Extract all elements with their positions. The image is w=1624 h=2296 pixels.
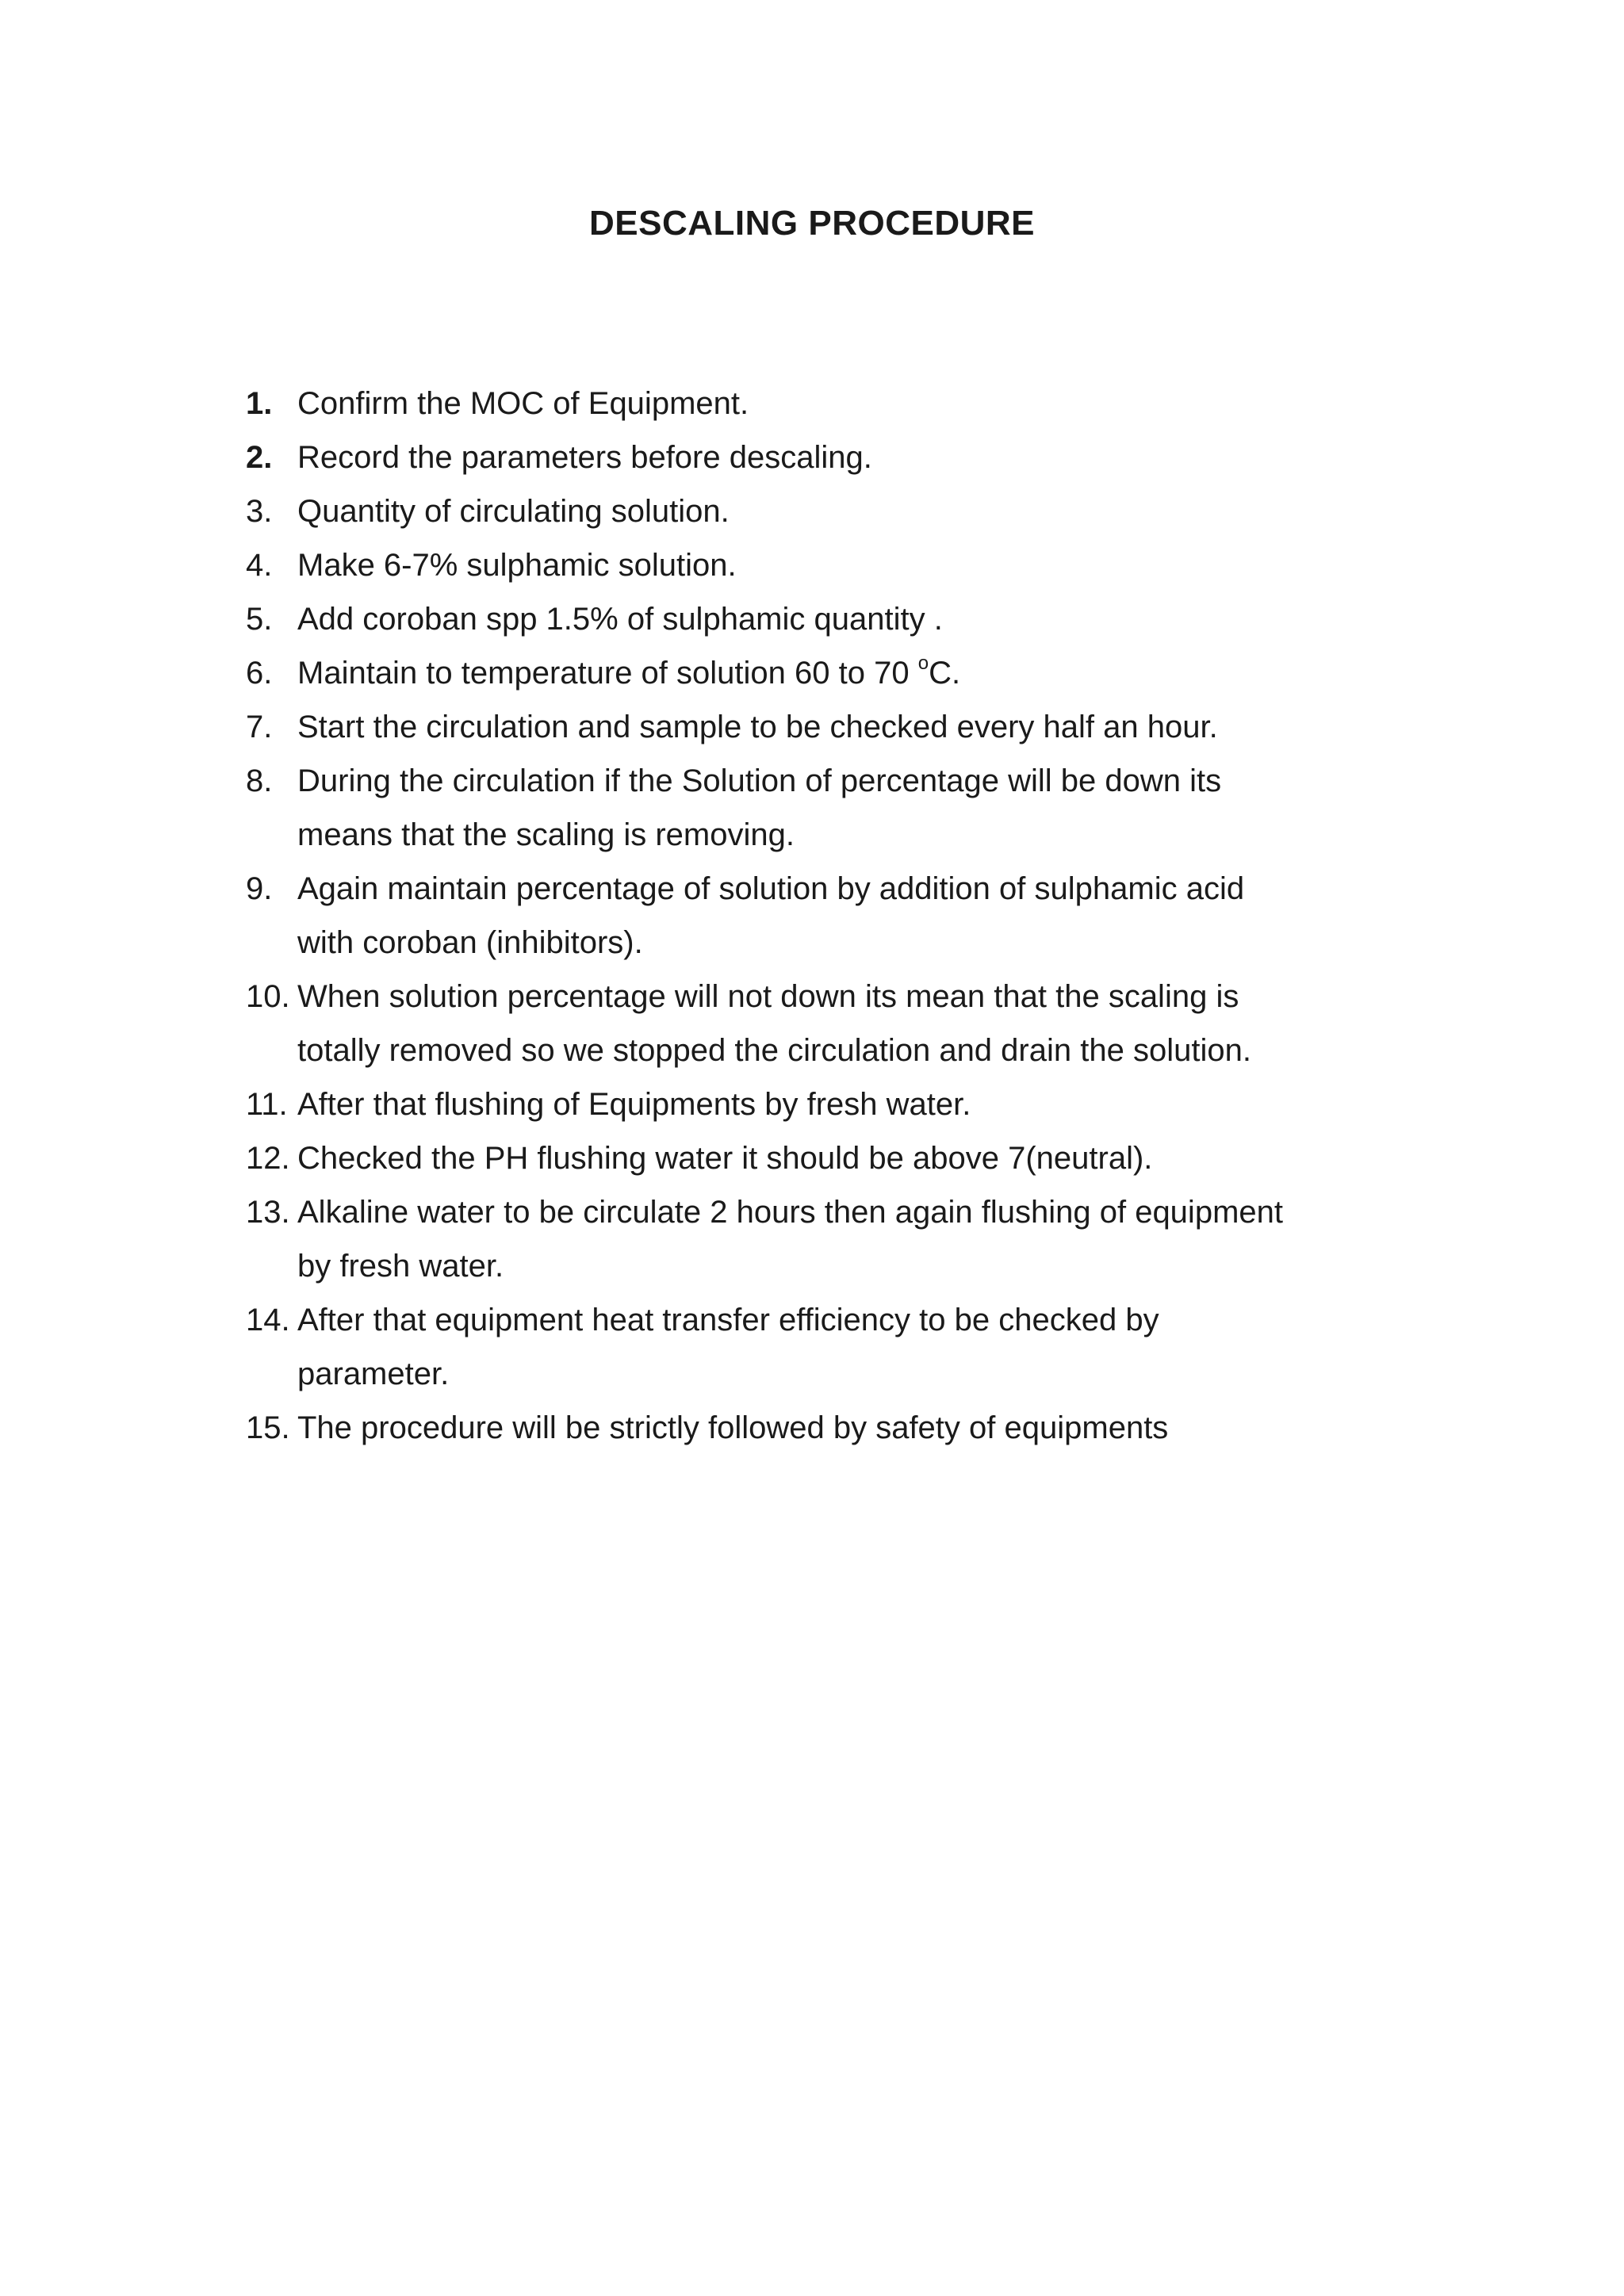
step-number: 7. (246, 710, 273, 744)
degree-superscript: o (917, 652, 929, 674)
step-item-4 (246, 538, 1435, 592)
step-text: Quantity of circulating solution. (297, 494, 730, 529)
step-item-15 (246, 1401, 1435, 1455)
step-item-14 (246, 1293, 1435, 1401)
step-text: After that flushing of Equipments by fresh water. (297, 1087, 971, 1122)
step-item-8 (246, 754, 1435, 862)
step-text: Checked the PH flushing water it should be above 7(neutral). (297, 1141, 1153, 1176)
step-number: 10. (246, 979, 290, 1014)
step-item-13 (246, 1185, 1435, 1293)
step-number: 1. (246, 386, 273, 421)
step-item-1 (246, 377, 1435, 430)
step-item-7 (246, 700, 1435, 754)
step-text: Record the parameters before descaling. (297, 440, 872, 475)
step-number: 14. (246, 1303, 290, 1337)
step-text-unit: C. (929, 656, 961, 691)
step-number: 5. (246, 602, 273, 637)
step-item-6 (246, 646, 1435, 700)
step-text: During the circulation if the Solution of percentage will be down its (297, 763, 1222, 798)
step-number: 6. (246, 656, 273, 691)
step-text: Add coroban spp 1.5% of sulphamic quantity . (297, 602, 943, 637)
step-text-continued: by fresh water. (297, 1249, 504, 1284)
step-text: The procedure will be strictly followed by safety of equipments (297, 1410, 1169, 1445)
step-item-2 (246, 430, 1435, 484)
step-number: 9. (246, 871, 273, 906)
step-number: 3. (246, 494, 273, 529)
step-text: Maintain to temperature of solution 60 to 70 (297, 656, 918, 691)
step-text: Alkaline water to be circulate 2 hours then again flushing of equipment (297, 1195, 1283, 1230)
page-title: DESCALING PROCEDURE (589, 204, 1035, 243)
step-text-with-degree (297, 646, 1435, 700)
step-item-3 (246, 484, 1435, 538)
procedure-steps-list (246, 377, 1435, 1455)
step-text-continued: means that the scaling is removing. (297, 817, 795, 852)
step-number: 2. (246, 440, 273, 475)
step-text: Confirm the MOC of Equipment. (297, 386, 749, 421)
step-text: Start the circulation and sample to be checked every half an hour. (297, 710, 1218, 744)
step-number: 13. (246, 1195, 290, 1230)
step-item-11 (246, 1077, 1435, 1131)
step-text-continued: totally removed so we stopped the circulation and drain the solution. (297, 1033, 1251, 1068)
step-item-9 (246, 862, 1435, 970)
step-number: 11. (246, 1087, 288, 1122)
step-item-10 (246, 970, 1435, 1077)
step-item-12 (246, 1131, 1435, 1185)
step-item-5 (246, 592, 1435, 646)
step-number: 8. (246, 763, 273, 798)
step-number: 4. (246, 548, 273, 583)
step-text-continued: with coroban (inhibitors). (297, 925, 643, 960)
step-text: Make 6-7% sulphamic solution. (297, 548, 737, 583)
step-text: When solution percentage will not down its mean that the scaling is (297, 979, 1239, 1014)
step-number: 15. (246, 1410, 290, 1445)
step-text-continued: parameter. (297, 1357, 450, 1391)
step-number: 12. (246, 1141, 290, 1176)
step-text: Again maintain percentage of solution by addition of sulphamic acid (297, 871, 1245, 906)
step-text: After that equipment heat transfer efficiency to be checked by (297, 1303, 1159, 1337)
